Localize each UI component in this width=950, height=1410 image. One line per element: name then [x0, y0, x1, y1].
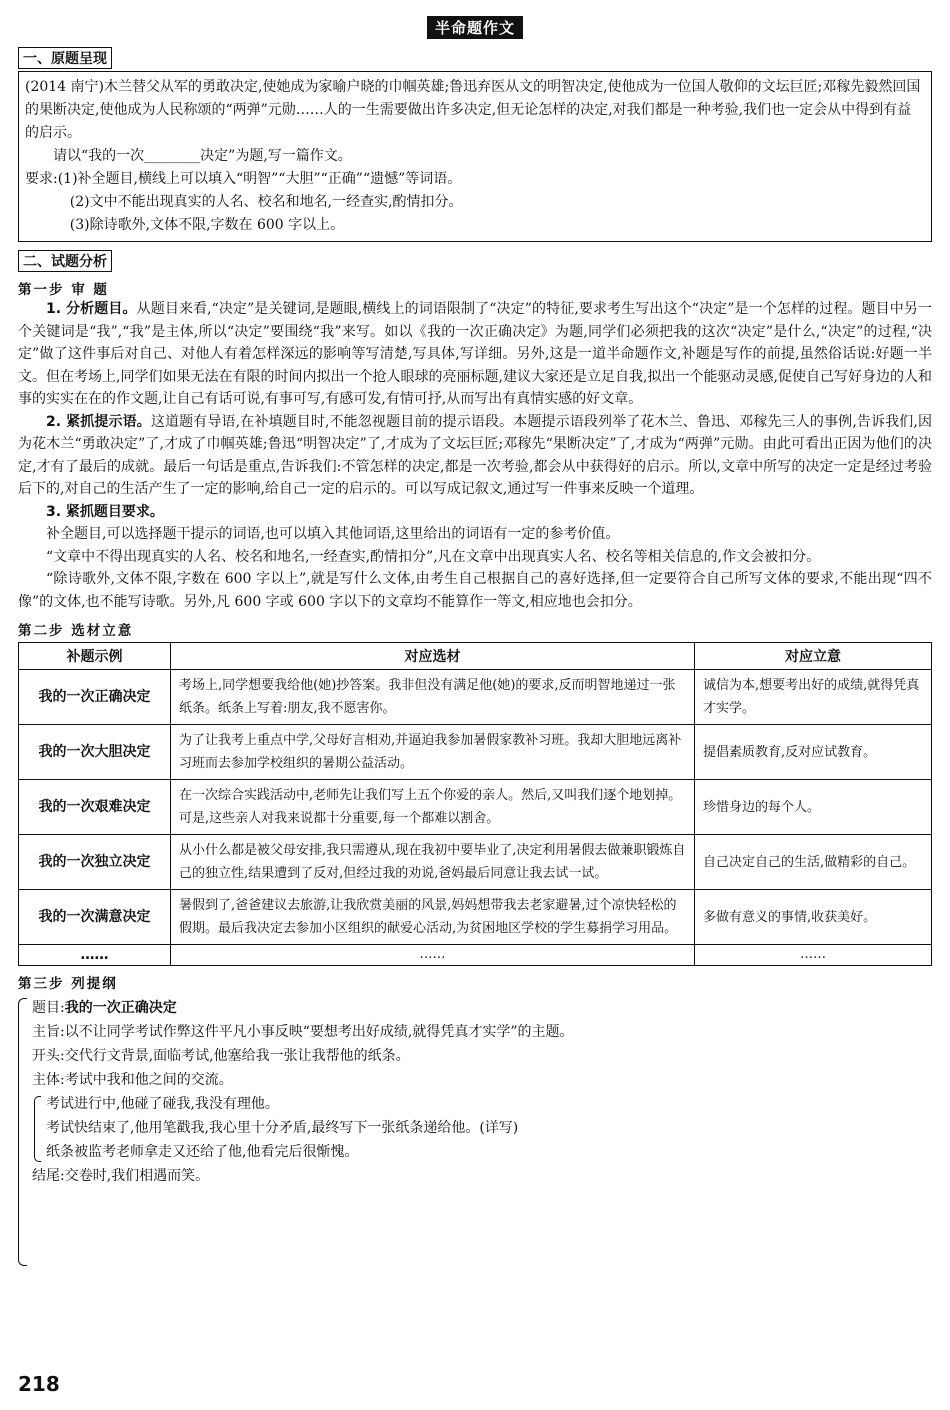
table-row: [19, 670, 932, 725]
section1-label: 一、原题呈现: [18, 47, 112, 69]
analysis-para-1: [18, 298, 932, 411]
table-row: [19, 835, 932, 890]
table-cell-material: 从小什么都是被父母安排,我只需遵从,现在我初中要毕业了,决定利用暑假去做兼职锻炼自己的独立性,结果遭到了反对,但经过我的劝说,爸妈最后同意让我去试一试。: [171, 835, 695, 890]
outline-title-text: 我的一次正确决定: [64, 1000, 177, 1016]
table-header: 对应选材: [171, 643, 695, 670]
para-3-heading: 3. 紧抓题目要求。: [46, 503, 164, 520]
table-cell-title: 我的一次独立决定: [19, 835, 171, 890]
table-cell-title: 我的一次艰难决定: [19, 780, 171, 835]
table-cell-title: 我的一次大胆决定: [19, 725, 171, 780]
step2-heading: 第二步 选材立意: [18, 623, 134, 639]
table-row: [19, 945, 932, 966]
table-cell-theme: 自己决定自己的生活,做精彩的自己。: [695, 835, 932, 890]
step3-heading: 第三步 列提纲: [18, 976, 118, 992]
header: [18, 16, 932, 39]
table-cell-title: 我的一次正确决定: [19, 670, 171, 725]
original-prompt-box: [18, 71, 932, 242]
para-2-heading: 2. 紧抓提示语。: [46, 413, 151, 430]
outline-brace: [18, 998, 27, 1266]
outline-body-items: [32, 1092, 932, 1164]
section2-label: 二、试题分析: [18, 250, 112, 272]
outline-ending: 结尾:交卷时,我们相遇而笑。: [32, 1168, 210, 1184]
para-3b: “文章中不得出现真实的人名、校名和地名,一经查实,酌情扣分”,凡在文章中出现真实人名、校名等相关信息的,作文会被扣分。: [46, 548, 821, 565]
page-title: 半命题作文: [427, 16, 523, 39]
table-cell-theme: 珍惜身边的每个人。: [695, 780, 932, 835]
analysis-para-2: [18, 411, 932, 501]
table-cell-material: 考场上,同学想要我给他(她)抄答案。我非但没有满足他(她)的要求,反而明智地递过一张纸条。纸条上写着:朋友,我不愿害你。: [171, 670, 695, 725]
outline-body-item: 考试进行中,他碰了碰我,我没有理他。: [46, 1096, 279, 1112]
table-cell-theme: 诚信为本,想要考出好的成绩,就得凭真才实学。: [695, 670, 932, 725]
prompt-text: (2014 南宁)木兰替父从军的勇敢决定,使她成为家喻户晓的巾帼英雄;鲁迅弃医从文的明智决定,使他成为一位国人敬仰的文坛巨匠;邓稼先毅然回国的果断决定,使他成为人民称颂的“两弹”元勋……人的一生需要做出许多决定,但无论怎样的决定,对我们都是一种考验,我们也一定会从中得到有益的启示。: [25, 79, 921, 141]
table-row: [19, 780, 932, 835]
table-row: [19, 890, 932, 945]
para-3a: 补全题目,可以选择题干提示的词语,也可以填入其他词语,这里给出的词语有一定的参考价值。: [46, 526, 620, 542]
table-cell-material: 在一次综合实践活动中,老师先让我们写上五个你爱的亲人。然后,又叫我们逐个地划掉。可是,这些亲人对我来说都十分重要,每一个都难以割舍。: [171, 780, 695, 835]
outline: [18, 996, 932, 1188]
table-cell-ellipsis: ……: [171, 945, 695, 966]
para-2-body: 这道题有导语,在补填题目时,不能忽视题目前的提示语段。本题提示语段列举了花木兰、鲁迅、邓稼先三人的事例,告诉我们,因为花木兰“勇敢决定”了,才成了巾帼英雄;鲁迅“明智决定”了,才成为了文坛巨匠;邓稼先“果断决定”了,才成为“两弹”元勋。由此可看出正因为他们的决定,才有了最后的成就。最后一句话是重点,告诉我们:不管怎样的决定,都是一次考验,都会从中获得好的启示。所以,文章中所写的决定一定是经过考验后下的,对自己的生活产生了一定的影响,给自己一定的启示的。可以写成记叙文,通过写一件事来反映一个道理。: [18, 413, 932, 497]
page-number: 218: [18, 1372, 60, 1396]
outline-body-item: 考试快结束了,他用笔戳我,我心里十分矛盾,最终写下一张纸条递给他。(详写): [46, 1120, 519, 1136]
outline-theme: 主旨:以不让同学考试作弊这件平凡小事反映“要想考出好成绩,就得凭真才实学”的主题。: [32, 1024, 574, 1040]
table-cell-material: 为了让我考上重点中学,父母好言相劝,并逼迫我参加暑假家教补习班。我却大胆地远离补习班而去参加学校组织的暑期公益活动。: [171, 725, 695, 780]
table-cell-title: 我的一次满意决定: [19, 890, 171, 945]
table-header-row: [19, 643, 932, 670]
para-1-body: 从题目来看,“决定”是关键词,是题眼,横线上的词语限制了“决定”的特征,要求考生写出这个“决定”是一个怎样的过程。题目中另一个关键词是“我”,“我”是主体,所以“决定”要围绕“我”来写。如以《我的一次正确决定》为题,同学们必须把我的这次“决定”是什么,“决定”的过程,“决定”做了这件事后对自己、对他人有着怎样深远的影响等写清楚,写具体,写详细。另外,这是一道半命题作文,补题是写作的前提,虽然俗话说:好题一半文。但在考场上,同学们如果无法在有限的时间内拟出一个抢人眼球的亮丽标题,建议大家还是立足自我,拟出一个能驱动灵感,促使自己写好身边的人和事的实实在在的作文题,让自己有话可说,有事可写,有感可发,有情可抒,从而写出有真情实感的好文章。: [18, 301, 932, 407]
step1-heading: 第一步 审 题: [18, 282, 109, 298]
requirement-3: (3)除诗歌外,文体不限,字数在 600 字以上。: [69, 217, 345, 233]
table-cell-ellipsis: ……: [19, 945, 171, 966]
outline-body-item: 纸条被监考老师拿走又还给了他,他看完后很惭愧。: [46, 1144, 359, 1160]
table-cell-ellipsis: ……: [695, 945, 932, 966]
outline-body: 主体:考试中我和他之间的交流。: [32, 1072, 233, 1088]
para-1-heading: 1. 分析题目。: [46, 301, 137, 317]
table-header: 对应立意: [695, 643, 932, 670]
table-cell-material: 暑假到了,爸爸建议去旅游,让我欣赏美丽的风景,妈妈想带我去老家避暑,过个凉快轻松的假期。最后我决定去参加小区组织的献爱心活动,为贫困地区学校的学生募捐学习用品。: [171, 890, 695, 945]
outline-inner-brace: [34, 1096, 41, 1162]
table-row: [19, 725, 932, 780]
para-3c: “除诗歌外,文体不限,字数在 600 字以上”,就是写什么文体,由考生自己根据自己的喜好选择,但一定要符合自己所写文体的要求,不能出现“四不像”的文体,也不能写诗歌。另外,凡 600 字或 600 字以下的文章均不能算作一等文,相应地也会扣分。: [18, 571, 932, 610]
page: [18, 12, 932, 1188]
outline-title: [32, 996, 932, 1020]
requirement-2: (2)文中不能出现真实的人名、校名和地名,一经查实,酌情扣分。: [69, 194, 463, 210]
table-cell-theme: 提倡素质教育,反对应试教育。: [695, 725, 932, 780]
requirement-1: 要求:(1)补全题目,横线上可以填入“明智”“大胆”“正确”“遗憾”等词语。: [25, 171, 462, 187]
outline-title-prefix: 题目:: [32, 1000, 65, 1016]
material-table: [18, 642, 932, 966]
table-header: 补题示例: [19, 643, 171, 670]
table-cell-theme: 多做有意义的事情,收获美好。: [695, 890, 932, 945]
task-text: 请以“我的一次________决定”为题,写一篇作文。: [53, 148, 352, 164]
outline-opening: 开头:交代行文背景,面临考试,他塞给我一张让我帮他的纸条。: [32, 1048, 410, 1064]
